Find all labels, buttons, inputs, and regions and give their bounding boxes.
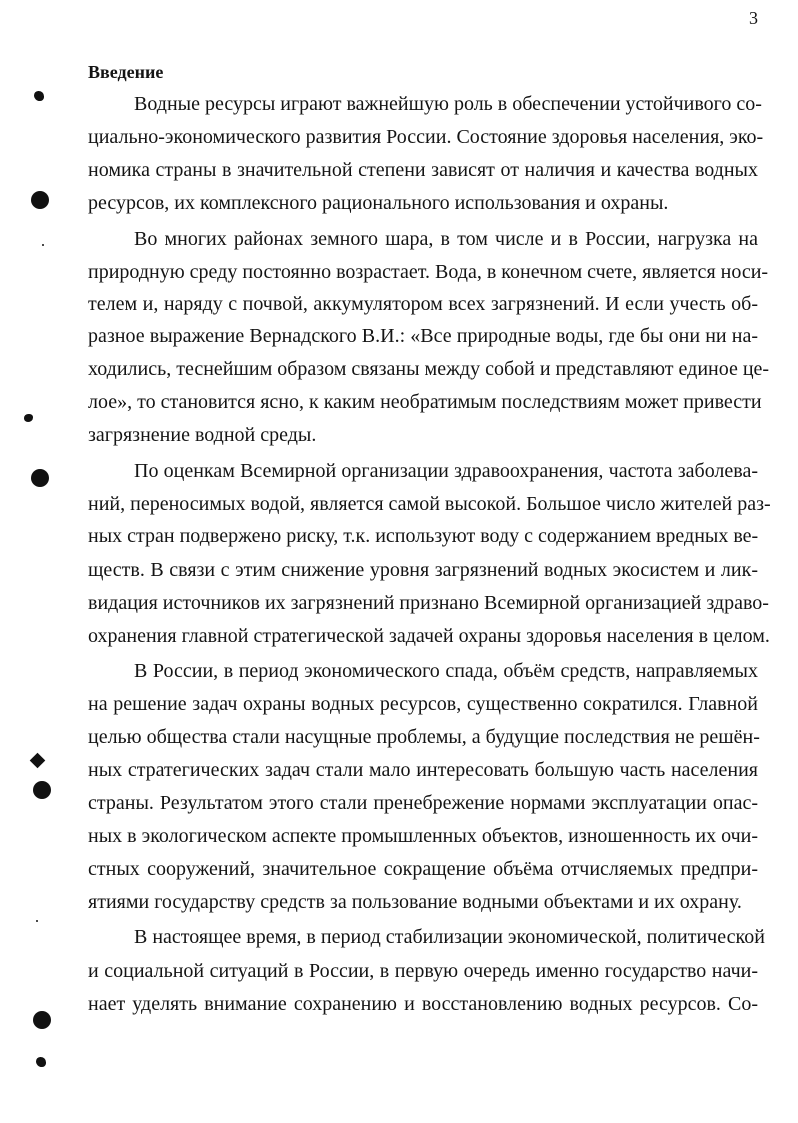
text-line: Водные ресурсы играют важнейшую роль в обеспечении устойчивого со- — [134, 93, 762, 115]
text-line: номика страны в значительной степени зависят от наличия и качества водных — [88, 159, 758, 181]
scan-dot — [36, 920, 38, 922]
punch-hole — [33, 1011, 51, 1029]
scan-diamond — [30, 753, 46, 769]
scan-blot — [24, 414, 33, 422]
text-line: лое», то становится ясно, к каким необратимым последствиям может привести — [88, 391, 762, 413]
text-line: ных стратегических задач стали мало интересовать большую часть населения — [88, 759, 758, 781]
scan-dot — [42, 244, 44, 246]
text-line: ний, переносимых водой, является самой высокой. Большое число жителей раз- — [88, 493, 771, 515]
punch-hole — [31, 469, 49, 487]
text-line: ных в экологическом аспекте промышленных объектов, изношенность их очи- — [88, 825, 758, 847]
text-line: По оценкам Всемирной организации здравоохранения, частота заболева- — [134, 460, 758, 482]
text-line: ресурсов, их комплексного рационального использования и охраны. — [88, 192, 669, 214]
text-line: и социальной ситуаций в России, в первую очередь именно государство начи- — [88, 960, 758, 982]
text-line: охранения главной стратегической задачей охраны здоровья населения в целом. — [88, 625, 770, 647]
text-line: ятиями государству средств за пользование водными объектами и их охрану. — [88, 891, 742, 913]
scan-blot — [36, 1057, 46, 1067]
section-heading: Введение — [88, 62, 164, 82]
text-line: загрязнение водной среды. — [88, 424, 317, 446]
page-number: 3 — [749, 8, 758, 28]
text-line: ходились, теснейшим образом связаны между собой и представляют единое це- — [88, 358, 770, 380]
text-line: природную среду постоянно возрастает. Вода, в конечном счете, является носи- — [88, 261, 769, 283]
text-line: ных стран подвержено риску, т.к. используют воду с содержанием вредных ве- — [88, 525, 759, 547]
punch-hole — [31, 191, 49, 209]
text-line: Во многих районах земного шара, в том числе и в России, нагрузка на — [134, 228, 758, 250]
text-line: видация источников их загрязнений признано Всемирной организацией здраво- — [88, 592, 769, 614]
text-line: В настоящее время, в период стабилизации экономической, политической — [134, 926, 765, 948]
punch-hole — [33, 781, 51, 799]
text-line: страны. Результатом этого стали пренебрежение нормами эксплуатации опас- — [88, 792, 758, 814]
text-line: В России, в период экономического спада, объём средств, направляемых — [134, 660, 758, 682]
text-line: разное выражение Вернадского В.И.: «Все природные воды, где бы они ни на- — [88, 325, 758, 347]
text-line: ществ. В связи с этим снижение уровня загрязнений водных экосистем и лик- — [88, 559, 758, 581]
text-line: циально-экономического развития России. Состояние здоровья населения, эко- — [88, 126, 764, 148]
scan-blot — [34, 91, 44, 101]
text-line: целью общества стали насущные проблемы, а будущие последствия не решён- — [88, 726, 760, 748]
text-line: на решение задач охраны водных ресурсов, существенно сократился. Главной — [88, 693, 758, 715]
text-line: стных сооружений, значительное сокращение объёма отчисляемых предпри- — [88, 858, 758, 880]
text-line: нает уделять внимание сохранению и восстановлению водных ресурсов. Со- — [88, 993, 758, 1015]
text-line: телем и, наряду с почвой, аккумулятором всех загрязнений. И если учесть об- — [88, 293, 758, 315]
